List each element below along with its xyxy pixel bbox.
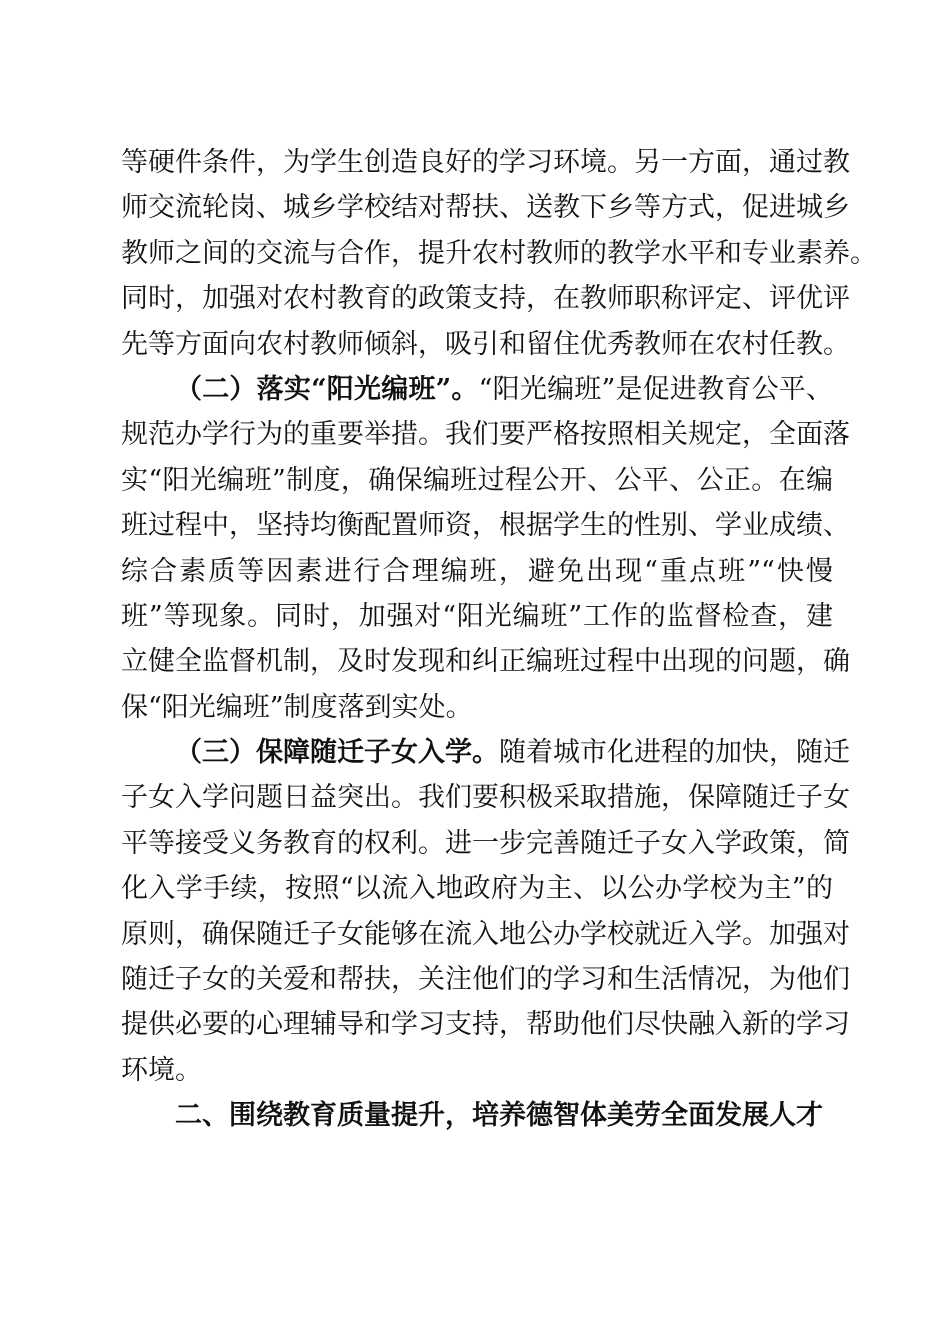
section-heading: 二、围绕教育质量提升，培养德智体美劳全面发展人才 <box>175 1100 823 1132</box>
text-span: “阳光编班”是促进教育公平、 <box>478 373 834 405</box>
text-line: 子女入学问题日益突出。我们要积极采取措施，保障随迁子女 <box>121 782 850 814</box>
text-line: 等硬件条件，为学生创造良好的学习环境。另一方面，通过教 <box>121 147 850 178</box>
text-span: 随着城市化进程的加快，随迁 <box>499 737 850 769</box>
text-line: 班”等现象。同时，加强对“阳光编班”工作的监督检查，建 <box>121 600 833 632</box>
text-line: 保“阳光编班”制度落到实处。 <box>121 691 473 723</box>
text-line: 同时，加强对农村教育的政策支持，在教师职称评定、评优评 <box>121 283 850 315</box>
text-line: 提供必要的心理辅导和学习支持，帮助他们尽快融入新的学习 <box>121 1009 850 1041</box>
text-line: 实“阳光编班”制度，确保编班过程公开、公平、公正。在编 <box>121 464 833 496</box>
text-line <box>121 367 833 412</box>
text-line: 班过程中，坚持均衡配置师资，根据学生的性别、学业成绩、 <box>121 510 850 542</box>
document-body <box>121 140 877 1139</box>
text-line: 原则，确保随迁子女能够在流入地公办学校就近入学。加强对 <box>121 918 850 950</box>
paragraph-3 <box>121 730 850 1093</box>
subheading-migrant-children: （三）保障随迁子女入学。 <box>175 737 499 769</box>
text-line: 综合素质等因素进行合理编班，避免出现“重点班”“快慢 <box>121 555 833 587</box>
text-line: 先等方面向农村教师倾斜，吸引和留住优秀教师在农村任教。 <box>121 328 850 360</box>
text-line: 环境。 <box>121 1054 202 1086</box>
text-line: 平等接受义务教育的权利。进一步完善随迁子女入学政策，简 <box>121 827 850 859</box>
paragraph-2 <box>121 367 850 730</box>
text-line: 教师之间的交流与合作，提升农村教师的教学水平和专业素养。 <box>121 237 877 269</box>
text-line <box>121 730 850 775</box>
text-line: 化入学手续，按照“以流入地政府为主、以公办学校为主”的 <box>121 873 833 905</box>
text-line: 规范办学行为的重要举措。我们要严格按照相关规定，全面落 <box>121 419 850 451</box>
subheading-sunshine-class: （二）落实“阳光编班”。 <box>175 373 479 405</box>
text-line: 立健全监督机制，及时发现和纠正编班过程中出现的问题，确 <box>121 646 850 678</box>
text-line: 师交流轮岗、城乡学校结对帮扶、送教下乡等方式，促进城乡 <box>121 192 850 224</box>
paragraph-1 <box>121 140 877 367</box>
text-line: 随迁子女的关爱和帮扶，关注他们的学习和生活情况，为他们 <box>121 964 850 996</box>
